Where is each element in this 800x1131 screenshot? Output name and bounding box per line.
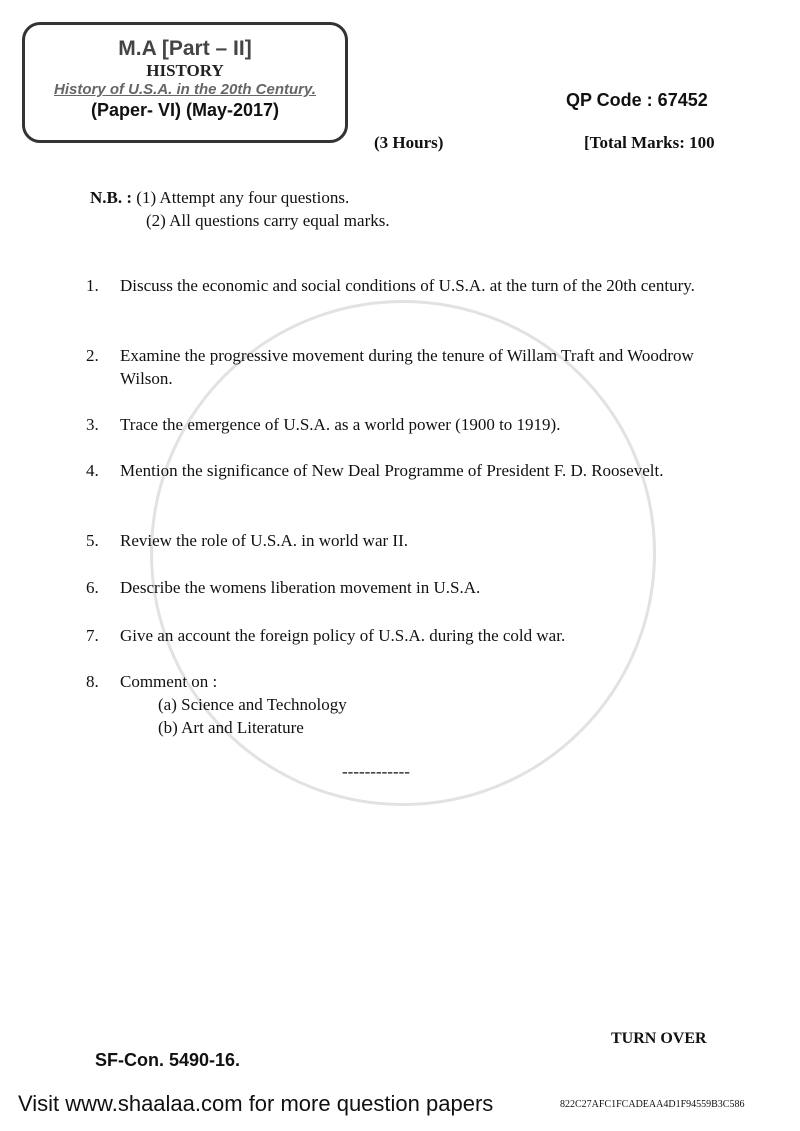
title-box [22,22,348,143]
question-3 [86,413,706,436]
question-text: Mention the significance of New Deal Programme of President F. D. Roosevelt. [120,461,664,480]
question-6 [86,576,706,599]
total-marks: [Total Marks: 100 [584,133,715,152]
sf-con-code: SF-Con. 5490-16. [95,1050,241,1070]
question-text: Review the role of U.S.A. in world war II. [120,531,408,550]
question-7 [86,624,706,647]
question-number: 8. [86,672,99,691]
turn-over: TURN OVER [611,1030,707,1047]
visit-link[interactable]: Visit www.shaalaa.com for more question papers [18,1091,494,1116]
question-number: 7. [86,626,99,645]
instructions-label: N.B. : [90,188,133,207]
document-hash: 822C27AFC1FCADEAA4D1F94559B3C586 [560,1099,745,1110]
question-text: Give an account the foreign policy of U.S.A. during the cold war. [120,626,566,645]
degree: M.A [Part – II] [118,37,252,60]
question-number: 5. [86,531,99,550]
question-text: Describe the womens liberation movement in U.S.A. [120,578,481,597]
sub-question-b: (b) Art and Literature [158,718,304,737]
question-number: 4. [86,461,99,480]
question-text: Comment on : [120,672,218,691]
sub-question-a: (a) Science and Technology [158,695,347,714]
question-8 [86,670,706,739]
duration: (3 Hours) [374,133,444,152]
question-text: Trace the emergence of U.S.A. as a world power (1900 to 1919). [120,415,561,434]
instructions [90,186,390,232]
instruction-2: (2) All questions carry equal marks. [146,211,390,230]
question-1 [86,274,706,297]
question-number: 2. [86,346,99,365]
question-number: 3. [86,415,99,434]
question-5 [86,529,706,552]
instruction-1: (1) Attempt any four questions. [136,188,350,207]
paper-info: (Paper- VI) (May-2017) [90,100,280,120]
course-title: History of U.S.A. in the 20th Century. [54,81,316,98]
question-2 [86,344,706,390]
question-text: Examine the progressive movement during the tenure of Willam Traft and Woodrow Wilson. [120,346,694,388]
question-4 [86,459,706,482]
question-text: Discuss the economic and social conditions of U.S.A. at the turn of the 20th century. [120,276,695,295]
question-number: 6. [86,578,99,597]
end-marker: ------------ [342,762,410,781]
question-number: 1. [86,276,99,295]
subject: HISTORY [146,61,224,80]
qp-code: QP Code : 67452 [566,90,708,110]
